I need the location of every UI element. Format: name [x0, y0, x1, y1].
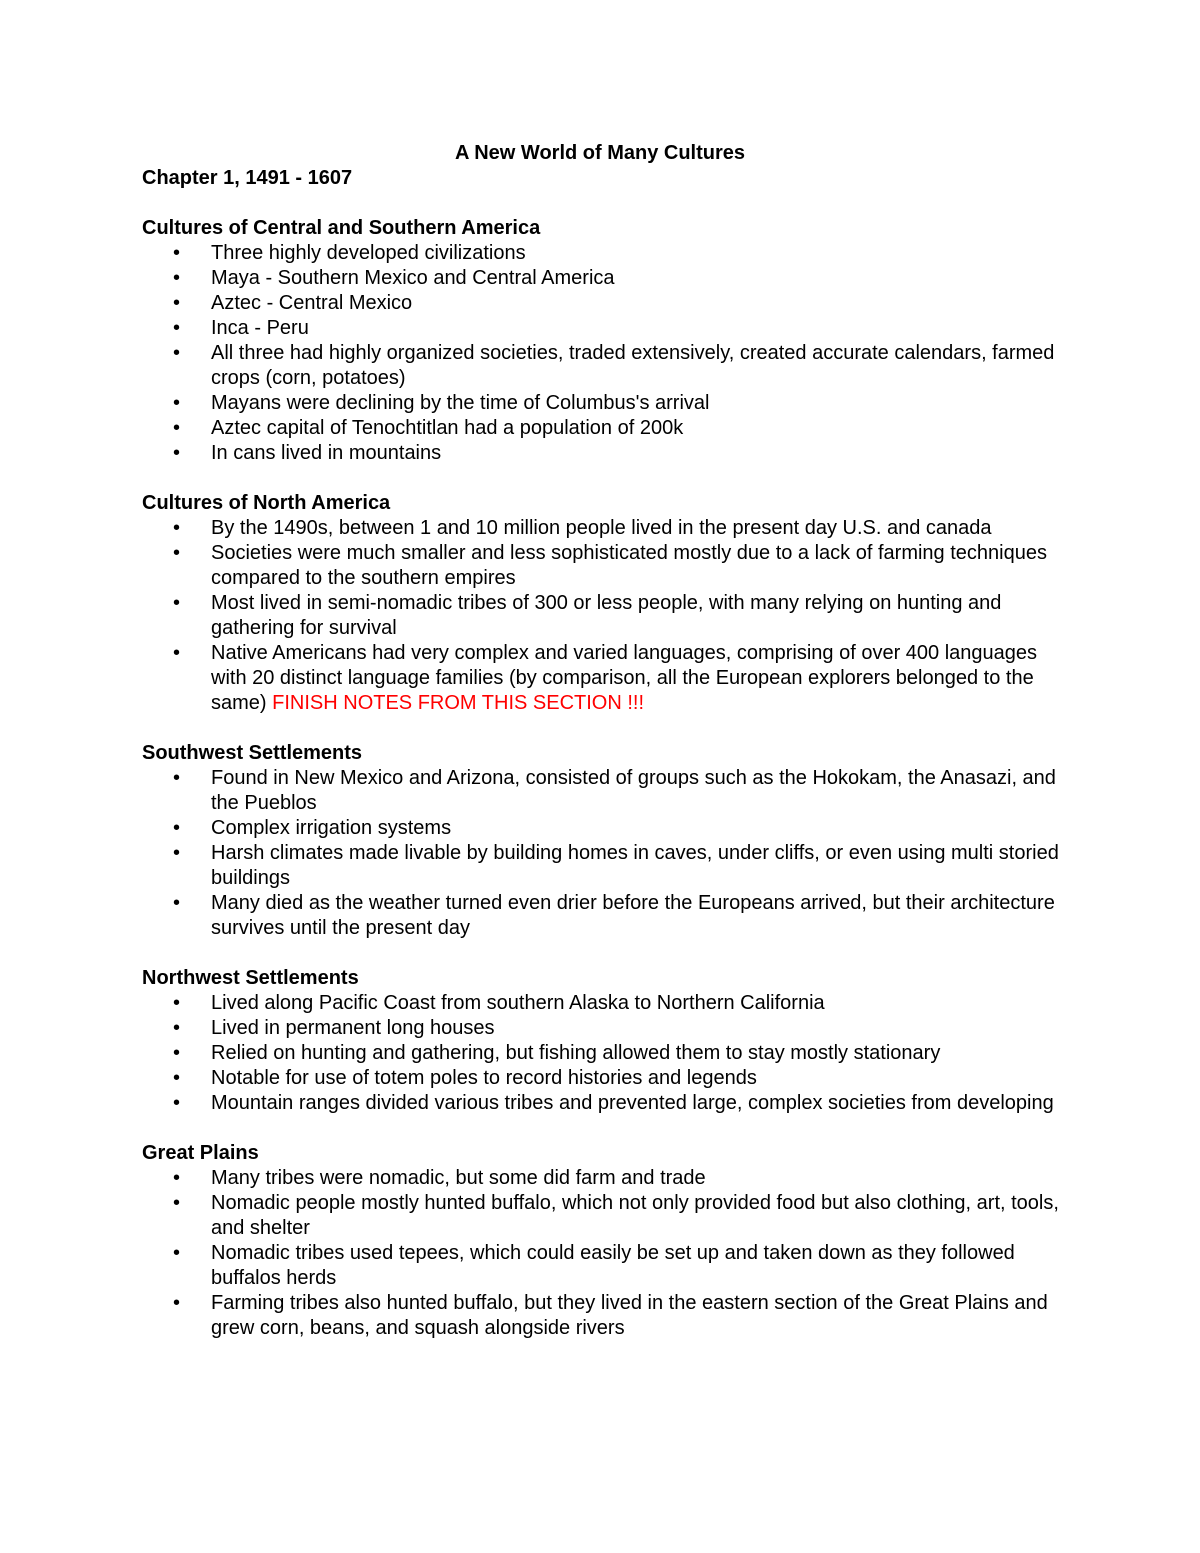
list-item: • Lived along Pacific Coast from southern Alaska to Northern California — [142, 991, 1062, 1016]
document-body — [142, 166, 1062, 1341]
list-item: • Notable for use of totem poles to record histories and legends — [142, 1066, 1062, 1091]
section-northwest-settlements — [142, 966, 1062, 1116]
list-item: • Maya - Southern Mexico and Central America — [142, 266, 1062, 291]
list-item-text: Native Americans had very complex and varied languages, comprising of over 400 languages with 20 distinct language families (by comparison, all the European explorers belonged to the same) — [211, 642, 1038, 714]
list-item: • In cans lived in mountains — [142, 441, 1062, 466]
bullet-list — [142, 766, 1062, 941]
list-item: • By the 1490s, between 1 and 10 million people lived in the present day U.S. and canada — [142, 516, 1062, 541]
list-item: • Harsh climates made livable by building homes in caves, under cliffs, or even using multi storied buildings — [142, 841, 1062, 891]
bullet-list — [142, 1166, 1062, 1341]
list-item: • Many tribes were nomadic, but some did farm and trade — [142, 1166, 1062, 1191]
section-heading: Great Plains — [142, 1142, 259, 1164]
list-item: • All three had highly organized societies, traded extensively, created accurate calendars, farmed crops (corn, potatoes) — [142, 341, 1062, 391]
section-heading: Southwest Settlements — [142, 742, 363, 764]
list-item: • Mayans were declining by the time of Columbus's arrival — [142, 391, 1062, 416]
list-item: • Complex irrigation systems — [142, 816, 1062, 841]
list-item: • Relied on hunting and gathering, but fishing allowed them to stay mostly stationary — [142, 1041, 1062, 1066]
list-item: • Most lived in semi-nomadic tribes of 300 or less people, with many relying on hunting and gathering for survival — [142, 591, 1062, 641]
bullet-list — [142, 516, 1062, 716]
section-north-america — [142, 491, 1062, 716]
finish-notes-reminder: FINISH NOTES FROM THIS SECTION !!! — [272, 692, 645, 714]
bullet-list — [142, 991, 1062, 1116]
section-central-southern-america — [142, 216, 1062, 466]
chapter-heading: Chapter 1, 1491 - 1607 — [142, 167, 353, 189]
section-heading: Northwest Settlements — [142, 967, 359, 989]
section-southwest-settlements — [142, 741, 1062, 941]
list-item: • Farming tribes also hunted buffalo, but they lived in the eastern section of the Great Plains and grew corn, beans, and squash alongside rivers — [142, 1291, 1062, 1341]
list-item: • Nomadic tribes used tepees, which could easily be set up and taken down as they followed buffalos herds — [142, 1241, 1062, 1291]
list-item: • Societies were much smaller and less sophisticated mostly due to a lack of farming techniques compared to the southern empires — [142, 541, 1062, 591]
list-item: • Nomadic people mostly hunted buffalo, which not only provided food but also clothing, art, tools, and shelter — [142, 1191, 1062, 1241]
bullet-list — [142, 241, 1062, 466]
list-item: • Many died as the weather turned even drier before the Europeans arrived, but their architecture survives until the present day — [142, 891, 1062, 941]
section-heading: Cultures of Central and Southern America — [142, 217, 541, 239]
section-great-plains — [142, 1141, 1062, 1341]
section-heading: Cultures of North America — [142, 492, 391, 514]
document-title: A New World of Many Cultures — [454, 142, 746, 164]
list-item: • Three highly developed civilizations — [142, 241, 1062, 266]
list-item: • Mountain ranges divided various tribes and prevented large, complex societies from developing — [142, 1091, 1062, 1116]
list-item: • Inca - Peru — [142, 316, 1062, 341]
list-item: • Found in New Mexico and Arizona, consisted of groups such as the Hokokam, the Anasazi, and the Pueblos — [142, 766, 1062, 816]
list-item: • Aztec capital of Tenochtitlan had a population of 200k — [142, 416, 1062, 441]
list-item — [142, 641, 1062, 716]
list-item: • Aztec - Central Mexico — [142, 291, 1062, 316]
list-item: • Lived in permanent long houses — [142, 1016, 1062, 1041]
